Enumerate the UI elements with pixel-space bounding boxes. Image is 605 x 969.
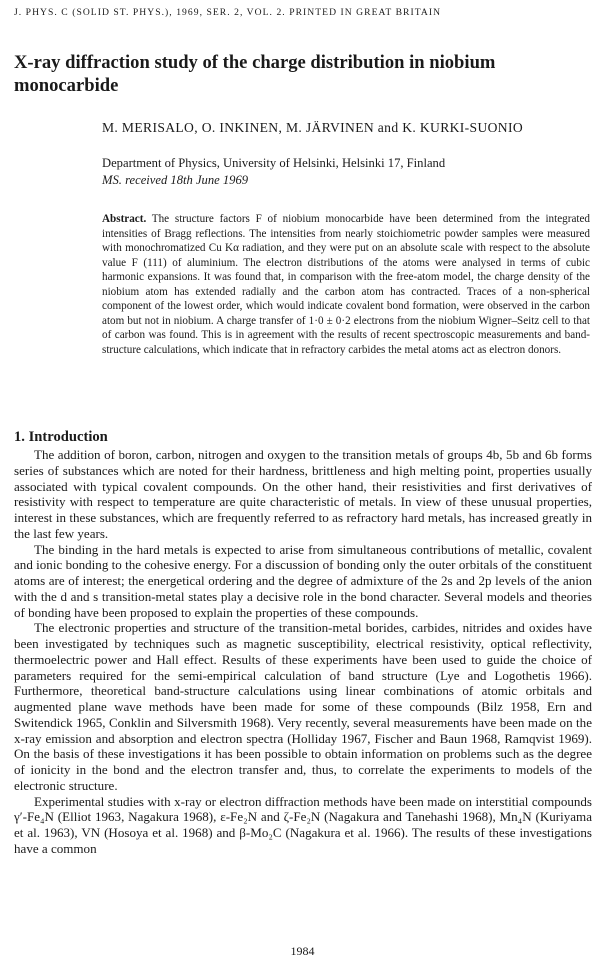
abstract-text: The structure factors F of niobium monocarbide have been determined from the integrated intensities of Bragg reflections. The intensities from nearly stoichiometric powder samples were measured with monochromatized Cu Kα radiation, and they were put on an absolute scale with respect to the absolute value F (111) of aluminium. The electron distributions of the atoms were analysed in terms of cubic harmonic expansions. It was found that, in comparison with the free-atom model, the charge density of the niobium atom has extended radially and the carbon atom has contracted. Traces of a non-spherical component of the lowest order, which would indicate covalent bond formation, were observed in the carbon atom but not in niobium. A charge transfer of 1·0 ± 0·2 electrons from the niobium Wigner–Seitz cell to that of carbon was found. This is in agreement with the results of recent spectroscopic measurements and band-structure calculations, which indicate that in refractory carbides the metal atoms act as electron donors. [102, 213, 590, 356]
received-label: MS. received [102, 173, 168, 187]
paragraph: Experimental studies with x-ray or electron diffraction methods have been made on interstitial compounds γ′-Fe₄N (Elliot 1963, Nagakura 1968), ε-Fe₂N and ζ-Fe₂N (Nagakura and Tanehashi 1968), Mn₄N (Kuriyama et al. 1963), VN (Hosoya et al. 1968) and β-Mo₂C (Nagakura et al. 1966). The results of these investigations have a common [14, 793, 592, 856]
section-heading: 1. Introduction [14, 429, 108, 445]
abstract-label: Abstract. [102, 213, 147, 225]
received-date: 18th June 1969 [170, 173, 249, 187]
abstract [102, 212, 590, 357]
paragraph: The electronic properties and structure of the transition-metal borides, carbides, nitrides and oxides have been investigated by techniques such as magnetic susceptibility, electrical resistivity, optical reflectivity, thermoelectric power and Hall effect. Results of these experiments have been used to guide the choice of parameters required for the semi-empirical calculation of band structure (Lye and Logothetis 1966). Furthermore, theoretical band-structure calculations using linear combinations of atomic orbitals and augmented plane wave methods have been made for some of these compounds (Bilz 1958, Ern and Switendick 1965, Conklin and Silversmith 1968). Very recently, several measurements have been made on the x-ray emission and absorption and electron spectra (Holliday 1967, Fischer and Baun 1968, Ramqvist 1969). On the basis of these investigations it has been possible to obtain information on problems such as the degree of ionicity in the bond and the electron transfer and, thus, to correlate the experiments to models of the electronic structure. [14, 620, 592, 793]
body-text [14, 447, 592, 857]
paragraph: The binding in the hard metals is expected to arise from simultaneous contributions of metallic, covalent and ionic bonding to the cohesive energy. For a discussion of bonding only the outer orbitals of the constituent atoms are of interest; the energetical ordering and the degree of admixture of the 2s and 2p levels of the anion with the d and s transition-metal states play a decisive role in the bond character. Several models and theories of bonding have been proposed to explain the properties of these compounds. [14, 541, 592, 620]
page-number: 1984 [290, 944, 315, 958]
paragraph: The addition of boron, carbon, nitrogen and oxygen to the transition metals of groups 4b, 5b and 6b forms series of substances which are noted for their hardness, brittleness and high melting point, properties usually associated with typical covalent compounds. On the other hand, their resistivities and first derivatives of resistivity with respect to temperature are quite characteristic of metals. In view of these unusual properties, interest in these substances, which are frequently referred to as refractory hard metals, has increased greatly in the last few years. [14, 447, 592, 541]
received-line [102, 173, 248, 188]
affiliation: Department of Physics, University of Helsinki, Helsinki 17, Finland [102, 156, 446, 170]
article-title: X-ray diffraction study of the charge distribution in niobium monocarbide [14, 52, 496, 96]
running-head: J. PHYS. C (SOLID ST. PHYS.), 1969, SER. 2, VOL. 2. PRINTED IN GREAT BRITAIN [14, 7, 442, 18]
author-list: M. MERISALO, O. INKINEN, M. JÄRVINEN and K. KURKI-SUONIO [102, 120, 524, 135]
